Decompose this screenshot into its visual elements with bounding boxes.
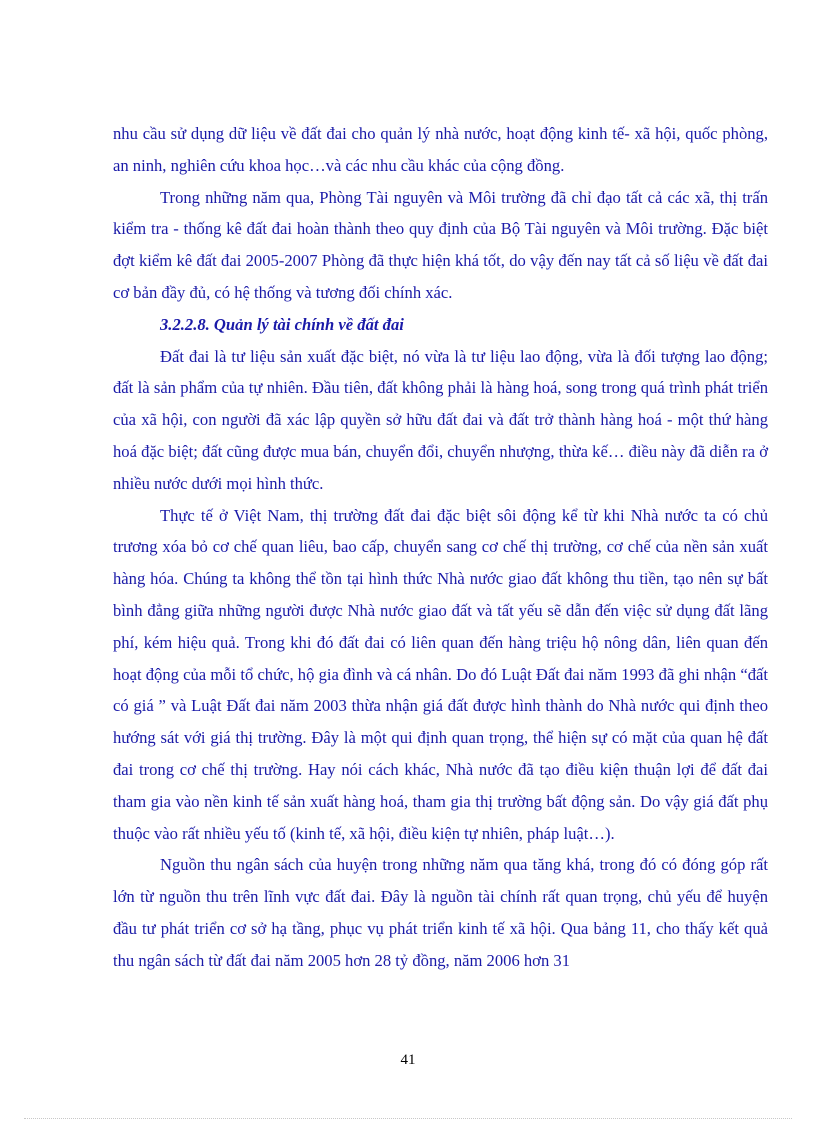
paragraph-land-statistics: Trong những năm qua, Phòng Tài nguyên và Môi trường đã chỉ đạo tất cả các xã, thị trấn kiểm tra - thống kê đất đai hoàn thành theo quy định của Bộ Tài nguyên và Môi trường. Đặc biệt đợt kiểm kê đất đai 2005-2007 Phòng đã thực hiện khá tốt, do vậy đến nay tất cả số liệu về đất đai cơ bản đầy đủ, có hệ thống và tương đối chính xác. [113, 187, 768, 302]
page-bottom-divider [24, 1118, 792, 1119]
body-text [113, 118, 768, 977]
page-number: 41 [400, 1052, 416, 1068]
paragraph-land-market: Thực tế ở Việt Nam, thị trường đất đai đặc biệt sôi động kể từ khi Nhà nước ta có chủ trương xóa bỏ cơ chế quan liêu, bao cấp, chuyển sang cơ chế thị trường, cơ chế của nền sản xuất hàng hóa. Chúng ta không thể tồn tại hình thức Nhà nước giao đất không thu tiền, tạo nên sự bất bình đẳng giữa những người được Nhà nước giao đất và tất yếu sẽ dẫn đến việc sử dụng đất lãng phí, kém hiệu quả. Trong khi đó đất đai có liên quan đến hàng triệu hộ nông dân, liên quan đến hoạt động của mỗi tổ chức, hộ gia đình và cá nhân. Do đó Luật Đất đai năm 1993 đã ghi nhận “đất có giá ” và Luật Đất đai năm 2003 thừa nhận giá đất được hình thành do Nhà nước qui định theo hướng sát với giá thị trường. Đây là một qui định quan trọng, thể hiện sự có mặt của quan hệ đất đai trong cơ chế thị trường. Hay nói cách khác, Nhà nước đã tạo điều kiện thuận lợi để đất đai tham gia vào nền kinh tế sản xuất hàng hoá, tham gia thị trường bất động sản. Do vậy giá đất phụ thuộc vào rất nhiều yếu tố (kinh tế, xã hội, điều kiện tự nhiên, pháp luật…). [113, 505, 768, 843]
paragraph-continuation: nhu cầu sử dụng dữ liệu về đất đai cho quản lý nhà nước, hoạt động kinh tế- xã hội, quốc phòng, an ninh, nghiên cứu khoa học…và các nhu cầu khác của cộng đồng. [113, 124, 768, 175]
section-heading: 3.2.2.8. Quản lý tài chính về đất đai [160, 314, 404, 334]
paragraph-land-as-means: Đất đai là tư liệu sản xuất đặc biệt, nó vừa là tư liệu lao động, vừa là đối tượng lao động; đất là sản phẩm của tự nhiên. Đầu tiên, đất không phải là hàng hoá, song trong quá trình phát triển của xã hội, con người đã xác lập quyền sở hữu đất đai và đất trở thành hàng hoá - một thứ hàng hoá đặc biệt; đất cũng được mua bán, chuyển đổi, chuyển nhượng, thừa kế… điều này đã diễn ra ở nhiều nước dưới mọi hình thức. [113, 346, 768, 493]
paragraph-budget-revenue: Nguồn thu ngân sách của huyện trong những năm qua tăng khá, trong đó có đóng góp rất lớn từ nguồn thu trên lĩnh vực đất đai. Đây là nguồn tài chính rất quan trọng, chủ yếu để huyện đầu tư phát triển cơ sở hạ tầng, phục vụ phát triển kinh tế xã hội. Qua bảng 11, cho thấy kết quả thu ngân sách từ đất đai năm 2005 hơn 28 tỷ đồng, năm 2006 hơn 31 [113, 855, 768, 970]
